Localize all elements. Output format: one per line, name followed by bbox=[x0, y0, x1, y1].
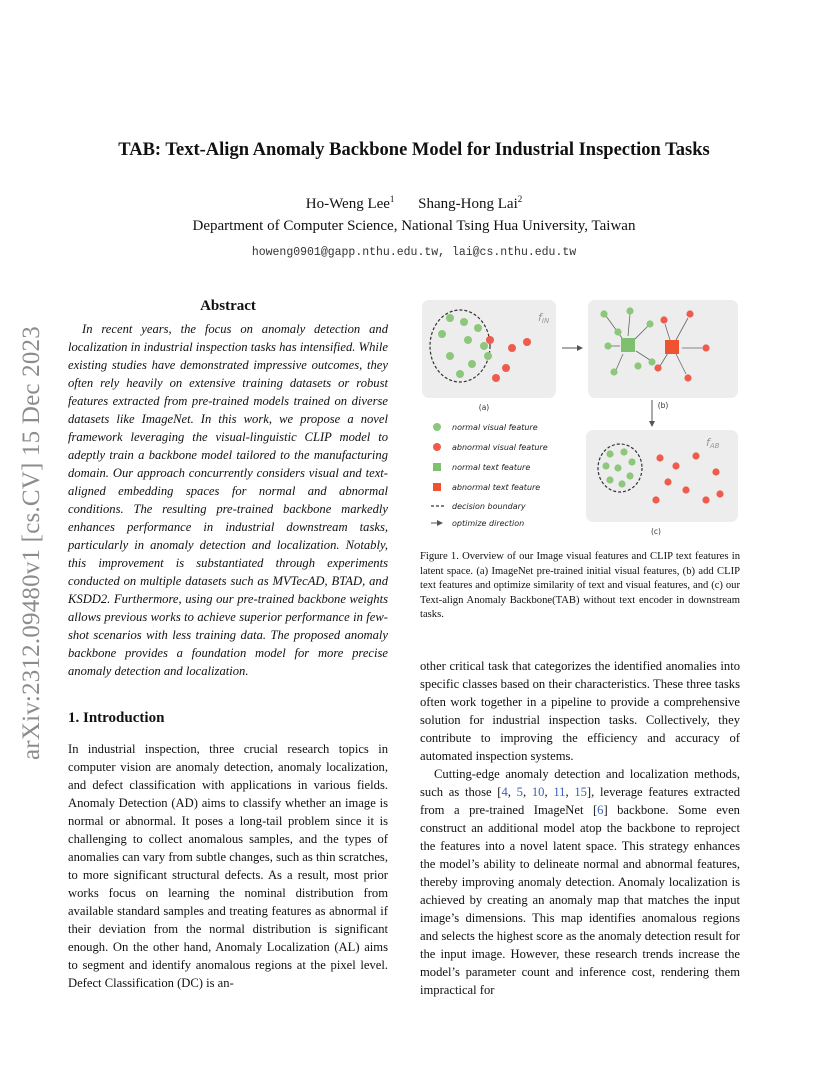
normal-text-feature-b bbox=[621, 338, 635, 352]
citation-6[interactable]: 6 bbox=[597, 803, 604, 817]
author-2 bbox=[418, 196, 522, 212]
citation-15[interactable]: 15 bbox=[574, 785, 587, 799]
legend-normal-text: normal text feature bbox=[452, 463, 531, 472]
legend-abnormal-text: abnormal text feature bbox=[452, 483, 541, 492]
abstract-heading: Abstract bbox=[200, 298, 256, 314]
section-heading-introduction: 1. Introduction bbox=[68, 710, 165, 726]
citation-4[interactable]: 4 bbox=[501, 785, 508, 799]
panel-a bbox=[422, 300, 556, 398]
label-c: (c) bbox=[651, 527, 661, 536]
author-emails: howeng0901@gapp.nthu.edu.tw, lai@cs.nthu.edu.tw bbox=[251, 246, 577, 259]
f-in-label: fIN bbox=[538, 311, 550, 325]
intro-paragraph-1: In industrial inspection, three crucial research topics in computer vision are anomaly detection, anomaly localization, and defect classification with applications in various fields. Anomaly Detection (AD) aims to classify whether an image is normal or abnormal. It poses a long-tail problem since it is challenging to collect anomalous samples, and the types of anomalies can vary from subtle changes, such as thin scratches, to more significant structural defects. As a result, most prior works focus on learning the nominal distribution from available standard samples and treating features as abnormal if their deviation from the normal distribution is significant enough. On the other hand, Anomaly Localization (AL) aims to segment and identify anomalous regions at the pixel level. Defect Classification (DC) is an- bbox=[68, 742, 388, 990]
paper-title: TAB: Text-Align Anomaly Backbone Model for Industrial Inspection Tasks bbox=[118, 140, 710, 160]
author-1-sup: 1 bbox=[389, 194, 395, 204]
figure-1-caption: Figure 1. Overview of our Image visual features and CLIP text features in latent space. (a) ImageNet pre-trained initial visual features, (b) add CLIP text features and optimize similarity of text and visual features, and (c) our Text-align Anomaly Backbone(TAB) without text encoder in downstream tasks. bbox=[420, 551, 740, 621]
author-2-name: Shang-Hong Lai bbox=[418, 196, 518, 212]
legend-normal-text-swatch bbox=[433, 463, 441, 471]
abstract-body bbox=[68, 320, 388, 680]
legend-abnormal-visual: abnormal visual feature bbox=[452, 443, 548, 452]
arxiv-margin-label: arXiv:2312.09480v1 [cs.CV] 15 Dec 2023 bbox=[18, 326, 45, 760]
author-line bbox=[60, 194, 768, 213]
legend-abnormal-text-swatch bbox=[433, 483, 441, 491]
abstract-text: In recent years, the focus on anomaly detection and localization in industrial inspection tasks has intensified. While existing studies have demonstrated impressive outcomes, they often rely heavily on extensive training datasets or robust features extracted from pre-trained models trained on diverse datasets like ImageNet. In this work, we propose a novel framework leveraging the visual-linguistic CLIP model to adeptly train a backbone model tailored to the manufacturing domain. Our approach concurrently considers visual and text-aligned embedding spaces for normal and abnormal conditions. The resulting pre-trained backbone markedly enhances performance in industrial downstream tasks, particularly in anomaly detection and localization. Notably, this improvement is substantiated through experiments conducted on multiple datasets such as MVTecAD, BTAD, and KSDD2. Furthermore, using our pre-trained backbone weights allows previous works to achieve superior performance in few-shot scenarios with less training data. The proposed anomaly backbone provides a foundation model for more precise anomaly detection and localization. bbox=[68, 322, 388, 678]
citation-5[interactable]: 5 bbox=[516, 785, 523, 799]
author-1 bbox=[306, 196, 395, 212]
legend-normal-visual: normal visual feature bbox=[452, 423, 538, 432]
label-b: (b) bbox=[657, 401, 669, 410]
right-paragraph-1: other critical task that categorizes the identified anomalies into specific classes based on their characteristics. These three tasks often work together in a pipeline to provide a comprehensive solution for industrial inspection tasks. Collectively, they contribute to improving the efficiency and accuracy of automated inspection systems. bbox=[420, 659, 740, 763]
right-paragraph-2: Cutting-edge anomaly detection and localization methods, such as those [4, 5, 10, 11, 15], leverage features extracted from a pre-trained ImageNet [6] backbone. Some even construct an additional model atop the backbone to reproject the features into a novel latent space. This strategy enhances the model’s ability to delineate normal and abnormal features, thereby improving anomaly detection. Anomaly localization is achieved by creating an anomaly map that matches the input image’s dimensions. This map identifies anomalous regions and selects the highest score as the anomaly detection result for the input image. However, these research trends increase the model’s parameter count and inference cost, rendering them impractical for bbox=[420, 767, 741, 997]
legend-normal-visual-swatch bbox=[433, 423, 441, 431]
label-a: (a) bbox=[478, 403, 490, 412]
author-1-name: Ho-Weng Lee bbox=[305, 196, 390, 212]
citation-10[interactable]: 10 bbox=[531, 785, 545, 799]
right-column-body bbox=[420, 657, 740, 999]
legend-abnormal-visual-swatch bbox=[433, 443, 441, 451]
legend-optimize-direction: optimize direction bbox=[452, 519, 525, 528]
f-ab-label: fAB bbox=[706, 436, 720, 450]
legend-decision-boundary: decision boundary bbox=[452, 502, 526, 511]
author-2-sup: 2 bbox=[517, 194, 523, 204]
panel-b bbox=[588, 300, 738, 398]
abnormal-text-feature-b bbox=[665, 340, 679, 354]
figure-legend bbox=[431, 423, 548, 528]
affiliation: Department of Computer Science, National Tsing Hua University, Taiwan bbox=[192, 218, 636, 234]
introduction-body bbox=[68, 740, 388, 992]
figure-1 bbox=[420, 296, 740, 542]
citation-11[interactable]: 11 bbox=[553, 785, 566, 799]
